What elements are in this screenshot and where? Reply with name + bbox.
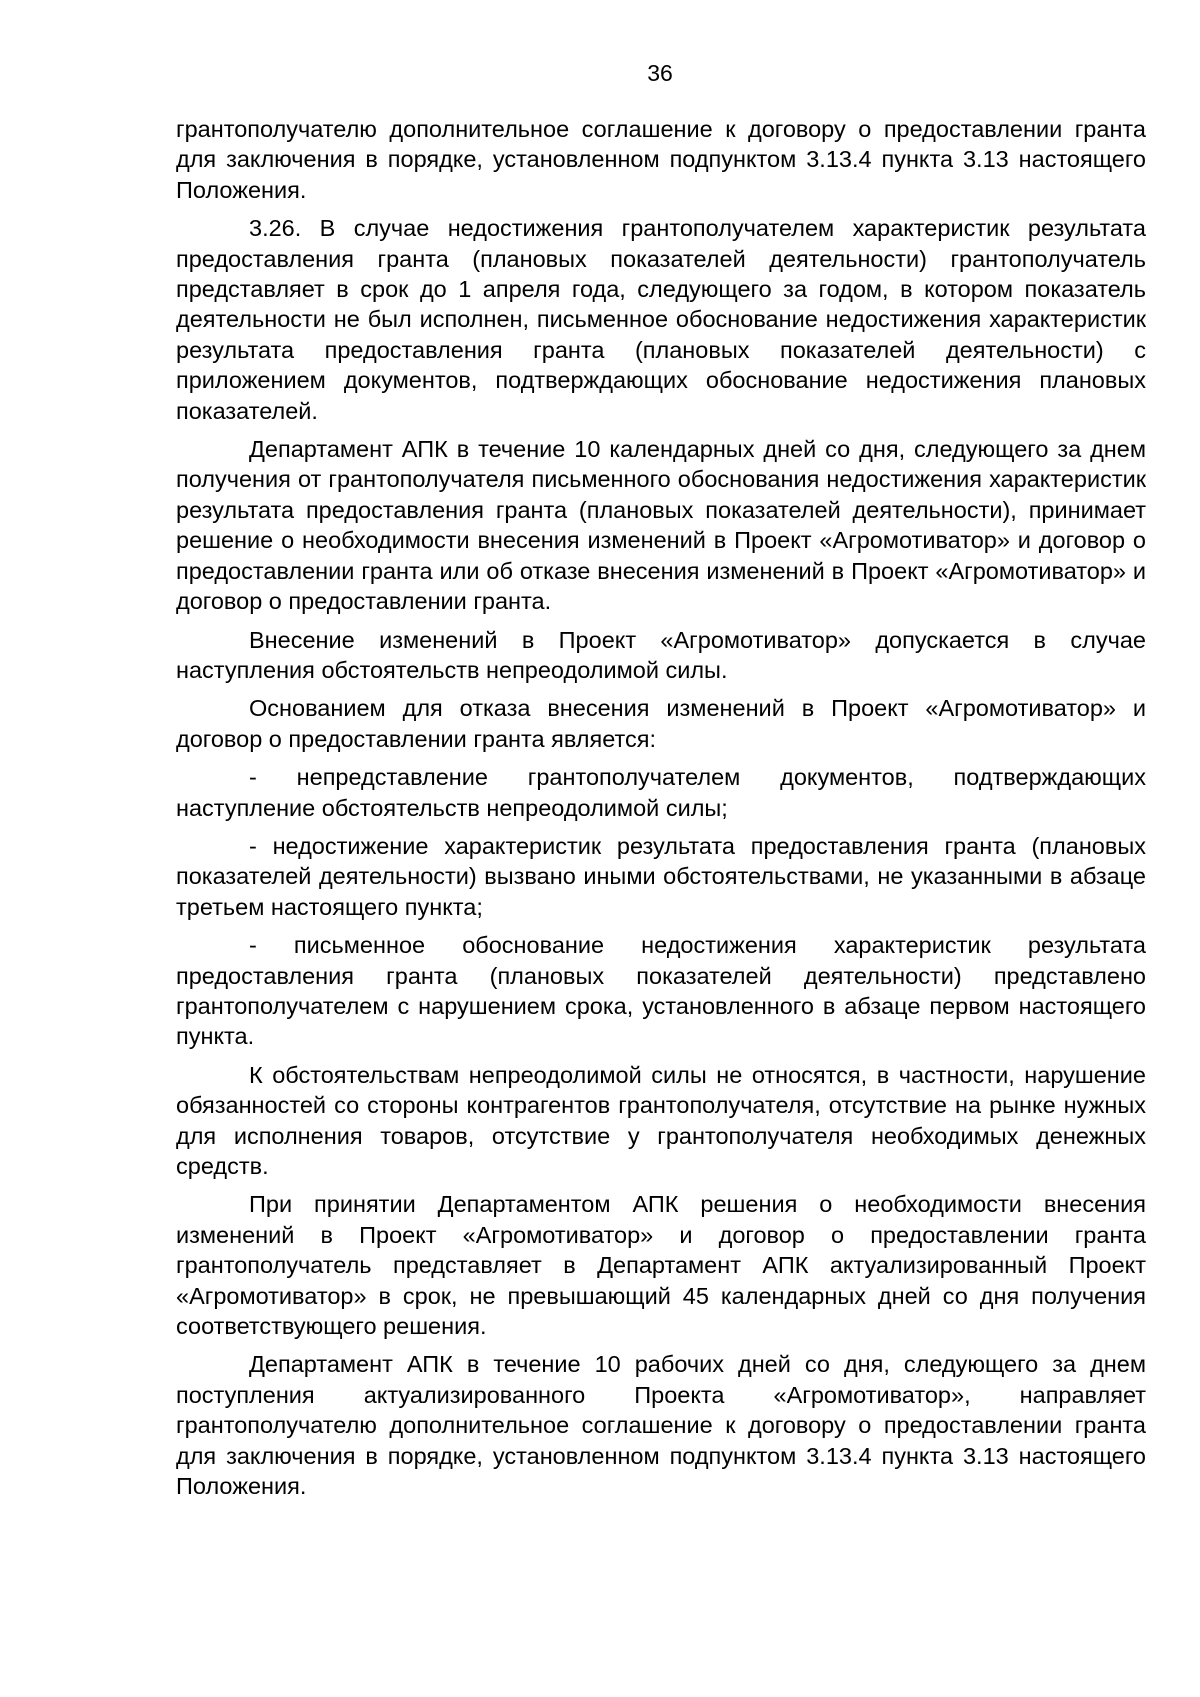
paragraph-continuation: грантополучателю дополнительное соглашение к договору о предоставлении гранта для заключения в порядке, установленном подпунктом 3.13.4 пункта 3.13 настоящего Положения. [176,116,1146,203]
paragraph-3-26: 3.26. В случае недостижения грантополучателем характеристик результата предоставления гранта (плановых показателей деятельности) грантополучатель представляет в срок до 1 апреля года, следующего за годом, в котором показатель деятельности не был исполнен, письменное обоснование недостижения характеристик результата предоставления гранта (плановых показателей деятельности) с приложением документов, подтверждающих обоснование недостижения плановых показателей. [176,215,1146,424]
page-number: 36 [647,60,673,86]
paragraph-department-decision: Департамент АПК в течение 10 календарных дней со дня, следующего за днем получения от грантополучателя письменного обоснования недостижения характеристик результата предоставления гранта (плановых показателей деятельности), принимает решение о необходимости внесения изменений в Проект «Агромотиватор» и договор о предоставлении гранта или об отказе внесения изменений в Проект «Агромотиватор» и договор о предоставлении гранта. [176,436,1146,615]
document-body [176,114,1146,1509]
list-item-ground-2: - недостижение характеристик результата предоставления гранта (плановых показателей деятельности) вызвано иными обстоятельствами, не указанными в абзаце третьем настоящего пункта; [176,832,1146,920]
paragraph-additional-agreement: Департамент АПК в течение 10 рабочих дней со дня, следующего за днем поступления актуализированного Проекта «Агромотиватор», направляет грантополучателю дополнительное соглашение к договору о предоставлении гранта для заключения в порядке, установленном подпунктом 3.13.4 пункта 3.13 настоящего Положения. [176,1351,1146,1500]
paragraph-refusal-grounds: Основанием для отказа внесения изменений в Проект «Агромотиватор» и договор о предоставлении гранта является: [176,695,1146,752]
list-item-ground-1: - непредставление грантополучателем документов, подтверждающих наступление обстоятельств непреодолимой силы; [176,764,1146,821]
paragraph-not-force-majeure: К обстоятельствам непреодолимой силы не относятся, в частности, нарушение обязанностей со стороны контрагентов грантополучателя, отсутствие на рынке нужных для исполнения товаров, отсутствие у грантополучателя необходимых денежных средств. [176,1061,1146,1179]
paragraph-updated-project: При принятии Департаментом АПК решения о необходимости внесения изменений в Проект «Агромотиватор» и договор о предоставлении гранта грантополучатель представляет в Департамент АПК актуализированный Проект «Агромотиватор» в срок, не превышающий 45 календарных дней со дня получения соответствующего решения. [176,1191,1146,1340]
paragraph-force-majeure: Внесение изменений в Проект «Агромотиватор» допускается в случае наступления обстоятельств непреодолимой силы. [176,626,1146,683]
list-item-ground-3: - письменное обоснование недостижения характеристик результата предоставления гранта (плановых показателей деятельности) представлено грантополучателем с нарушением срока, установленного в абзаце первом настоящего пункта. [176,932,1146,1050]
